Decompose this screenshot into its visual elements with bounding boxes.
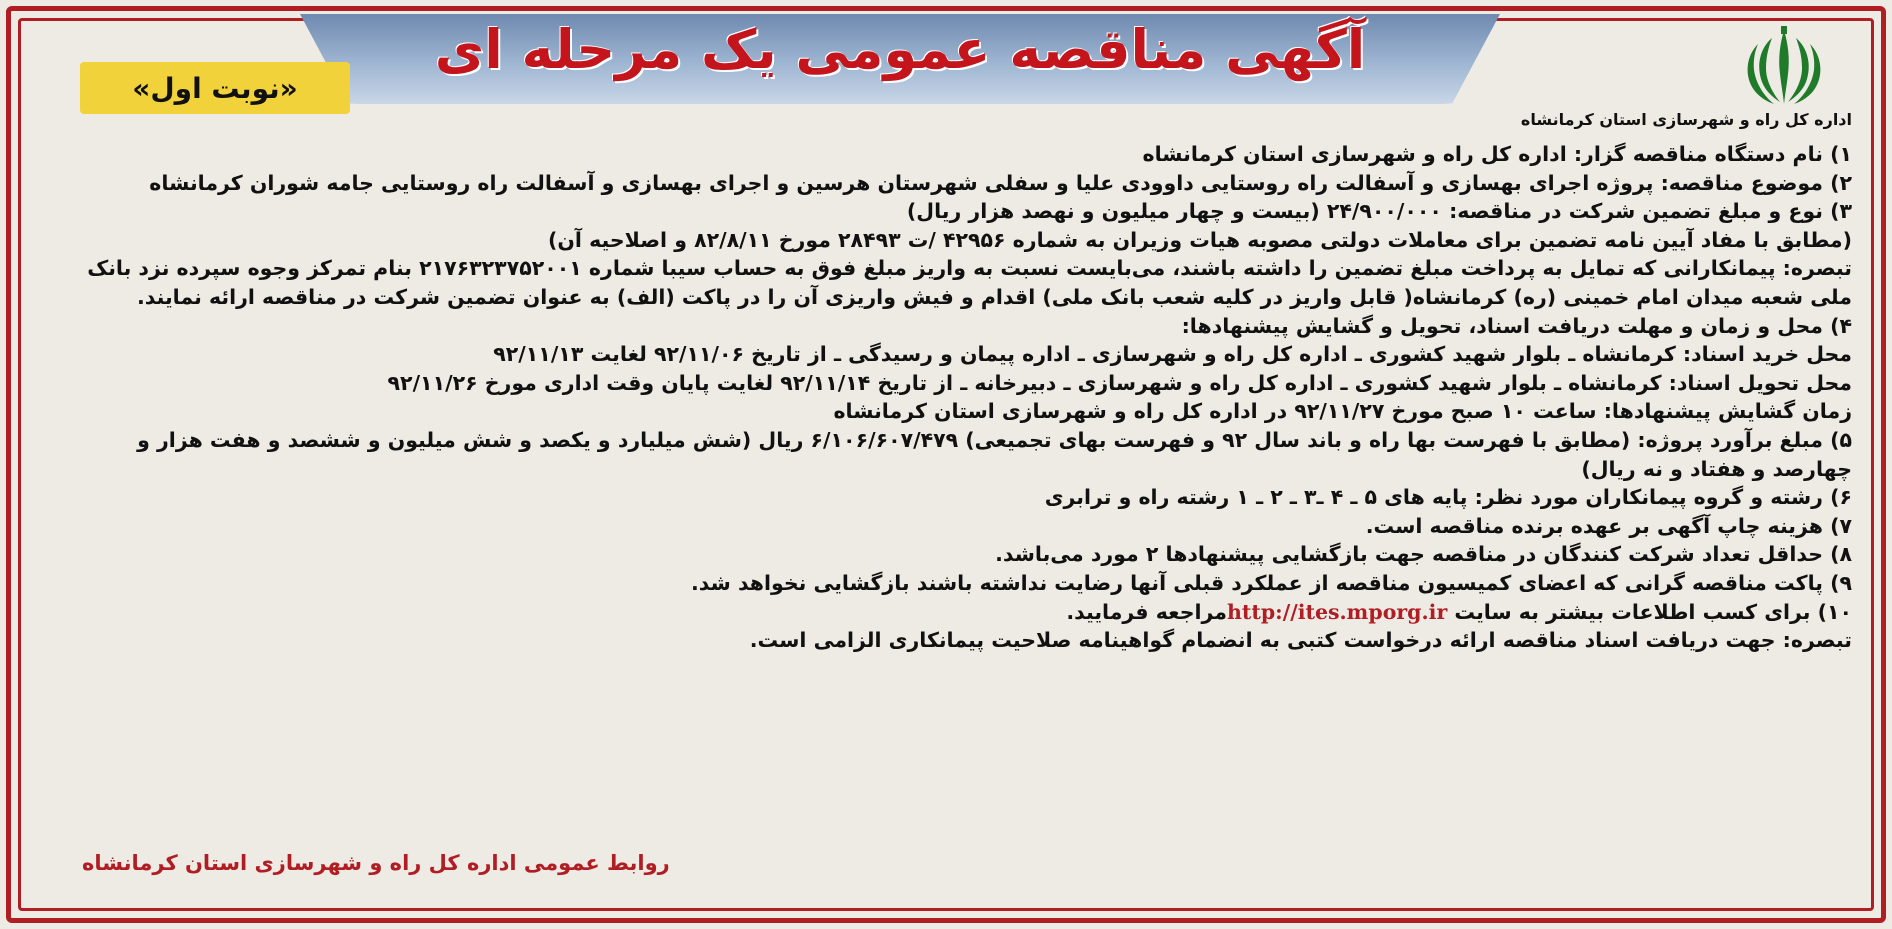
notice-line: ۳) نوع و مبلغ تضمین شرکت در مناقصه: ۲۴/۹۰۰/۰۰۰ (بیست و چهار میلیون و نهصد هزار ریال): [906, 199, 1852, 224]
notice-line: ۴) محل و زمان و مهلت دریافت اسناد، تحویل و گشایش پیشنهادها:: [1181, 313, 1852, 338]
website-line: [37, 598, 1852, 627]
website-prefix: ۱۰) برای کسب اطلاعات بیشتر به سایت: [1447, 599, 1852, 624]
notice-line: ۵) مبلغ برآورد پروژه: (مطابق با فهرست بها راه و باند سال ۹۲ و فهرست بهای تجمیعی) ۶/۱۰۶/۶۰۷/۴۷۹ ریال (شش میلیارد و یکصد و شش میلیون و ششصد و هفت هزار و: [137, 427, 1852, 452]
round-badge: «نوبت اول»: [80, 62, 350, 114]
notice-title: آگهی مناقصه عمومی یک مرحله ای: [434, 18, 1366, 81]
final-note: تبصره: جهت دریافت اسناد مناقصه ارائه درخواست کتبی به انضمام گواهینامه صلاحیت پیمانکاری الزامی است.: [749, 628, 1852, 653]
notice-line: (مطابق با مفاد آیین نامه تضمین برای معاملات دولتی مصوبه هیات وزیران به شماره ۴۲۹۵۶ /ت ۲۸۴۹۳ مورخ ۸۲/۸/۱۱ و اصلاحیه آن): [548, 227, 1852, 252]
notice-line: ۲) موضوع مناقصه: پروژه اجرای بهسازی و آسفالت راه روستایی داوودی علیا و سفلی شهرستان هرسین و اجرای بهسازی و آسفالت راه روستایی جامه شوران کرمانشاه: [149, 170, 1852, 195]
iran-emblem-icon: [1734, 24, 1834, 114]
public-relations-signature: روابط عمومی اداره کل راه و شهرسازی استان کرمانشاه: [82, 851, 670, 875]
notice-line: محل خرید اسناد: کرمانشاه ـ بلوار شهید کشوری ـ اداره کل راه و شهرسازی ـ اداره پیمان و رسیدگی ـ از تاریخ ۹۲/۱۱/۰۶ لغایت ۹۲/۱۱/۱۳: [493, 342, 1852, 367]
organization-name: اداره کل راه و شهرسازی استان کرمانشاه: [1520, 110, 1852, 129]
notice-line: ۶) رشته و گروه پیمانکاران مورد نظر: پایه های ۵ ـ ۴ ـ۳ ـ ۲ ـ ۱ رشته راه و ترابری: [1044, 485, 1852, 510]
notice-line: ۱) نام دستگاه مناقصه گزار: اداره کل راه و شهرسازی استان کرمانشاه: [1142, 142, 1852, 166]
notice-body: [37, 140, 1852, 900]
notice-line: ۷) هزینه چاپ آگهی بر عهده برنده مناقصه است.: [1365, 513, 1852, 538]
notice-line: چهارصد و هفتاد و نه ریال): [1581, 456, 1852, 481]
website-suffix: مراجعه فرمایید.: [1066, 599, 1227, 624]
notice-line: ملی شعبه میدان امام خمینی (ره) کرمانشاه( قابل واریز در کلیه شعب بانک ملی) اقدام و فیش واریزی آن را در پاکت (الف) به عنوان تضمین شرکت در مناقصه ارائه نمایند.: [136, 284, 1852, 309]
website-link[interactable]: http://ites.mporg.ir: [1226, 599, 1448, 624]
notice-line: زمان گشایش پیشنهادها: ساعت ۱۰ صبح مورخ ۹۲/۱۱/۲۷ در اداره کل راه و شهرسازی استان کرمانشاه: [833, 399, 1852, 424]
notice-line: ۸) حداقل تعداد شرکت کنندگان در مناقصه جهت بازگشایی پیشنهادها ۲ مورد می‌باشد.: [995, 542, 1852, 567]
notice-line: تبصره: پیمانکارانی که تمایل به پرداخت مبلغ تضمین را داشته باشند، می‌بایست نسبت به واریز مبلغ فوق به حساب سیبا شماره ۲۱۷۶۳۲۳۷۵۲۰۰۱ بنام تمرکز وجوه سپرده نزد بانک: [87, 256, 1852, 281]
notice-line: ۹) پاکت مناقصه گرانی که اعضای کمیسیون مناقصه از عملکرد قبلی آنها رضایت نداشته باشند بازگشایی نخواهد شد.: [691, 570, 1852, 595]
notice-line: محل تحویل اسناد: کرمانشاه ـ بلوار شهید کشوری ـ اداره کل راه و شهرسازی ـ دبیرخانه ـ از تاریخ ۹۲/۱۱/۱۴ لغایت پایان وقت اداری مورخ ۹۲/۱۱/۲۶: [387, 370, 1852, 395]
